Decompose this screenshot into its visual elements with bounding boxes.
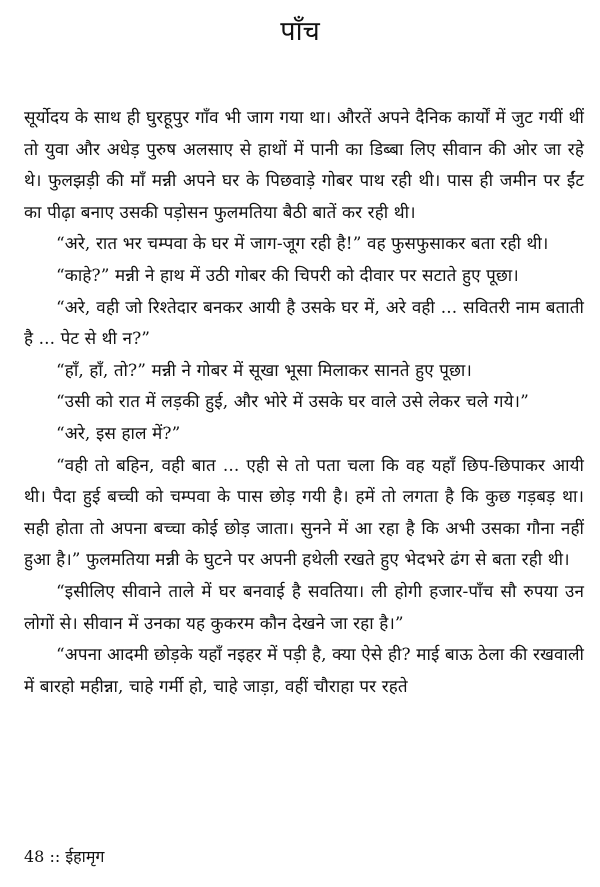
paragraph: “अपना आदमी छोड़के यहाँ नइहर में पड़ी है, क्या ऐसे ही? माई बाऊ ठेला की रखवाली में बारहो महीन्ना, चाहे गर्मी हो, चाहे जाड़ा, वहीं चौराहा पर रहते (24, 645, 584, 697)
chapter-title: पाँच (280, 16, 320, 47)
page-number: 48 (24, 847, 45, 866)
paragraph: “अरे, रात भर चम्पवा के घर में जाग-जूग रही है!” वह फुसफुसाकर बता रही थी। (56, 234, 549, 255)
body-text (24, 103, 584, 703)
footer-separator: :: (49, 847, 61, 866)
page-footer (24, 846, 104, 868)
paragraph: “इसीलिए सीवाने ताले में घर बनवाई है सवतिया। ली होगी हजार-पाँच सौ रुपया उन लोगों से। सीवान में उनका यह कुकरम कौन देखने जा रहा है।” (24, 581, 584, 634)
paragraph: सूर्योदय के साथ ही घुरहूपुर गाँव भी जाग गया था। औरतें अपने दैनिक कार्यों में जुट गयीं थीं तो युवा और अधेड़ पुरुष अलसाए से हाथों में पानी का डिब्बा लिए सीवान की ओर जा रहे थे। फुलझड़ी की माँ मन्नी अपने घर के पिछवाड़े गोबर पाथ रही थी। पास ही जमीन पर ईंट का पीढ़ा बनाए उसकी पड़ोसन फुलमतिया बैठी बातें कर रही थी। (24, 108, 584, 223)
paragraph: “उसी को रात में लड़की हुई, और भोरे में उसके घर वाले उसे लेकर चले गये।” (56, 392, 529, 413)
paragraph: “वही तो बहिन, वही बात ... एही से तो पता चला कि वह यहाँ छिप-छिपाकर आयी थी। पैदा हुई बच्ची को चम्पवा के पास छोड़ गयी है। हमें तो लगता है कि कुछ गड़बड़ था। सही होता तो अपना बच्चा कोई छोड़ जाता। सुनने में आ रहा है कि अभी उसका गौना नहीं हुआ है।” फुलमतिया मन्नी के घुटने पर अपनी हथेली रखते हुए भेदभरे ढंग से बता रही थी। (24, 455, 585, 571)
paragraph: “अरे, वही जो रिश्तेदार बनकर आयी है उसके घर में, अरे वही ... सवितरी नाम बताती है ... पेट से थी न?” (24, 297, 584, 350)
paragraph: “हाँ, हाँ, तो?” मन्नी ने गोबर में सूखा भूसा मिलाकर सानते हुए पूछा। (56, 360, 472, 381)
book-title: ईहामृग (65, 847, 105, 866)
paragraph: “अरे, इस हाल में?” (56, 423, 181, 444)
paragraph: “काहे?” मन्नी ने हाथ में उठी गोबर की चिपरी को दीवार पर सटाते हुए पूछा। (56, 265, 519, 286)
